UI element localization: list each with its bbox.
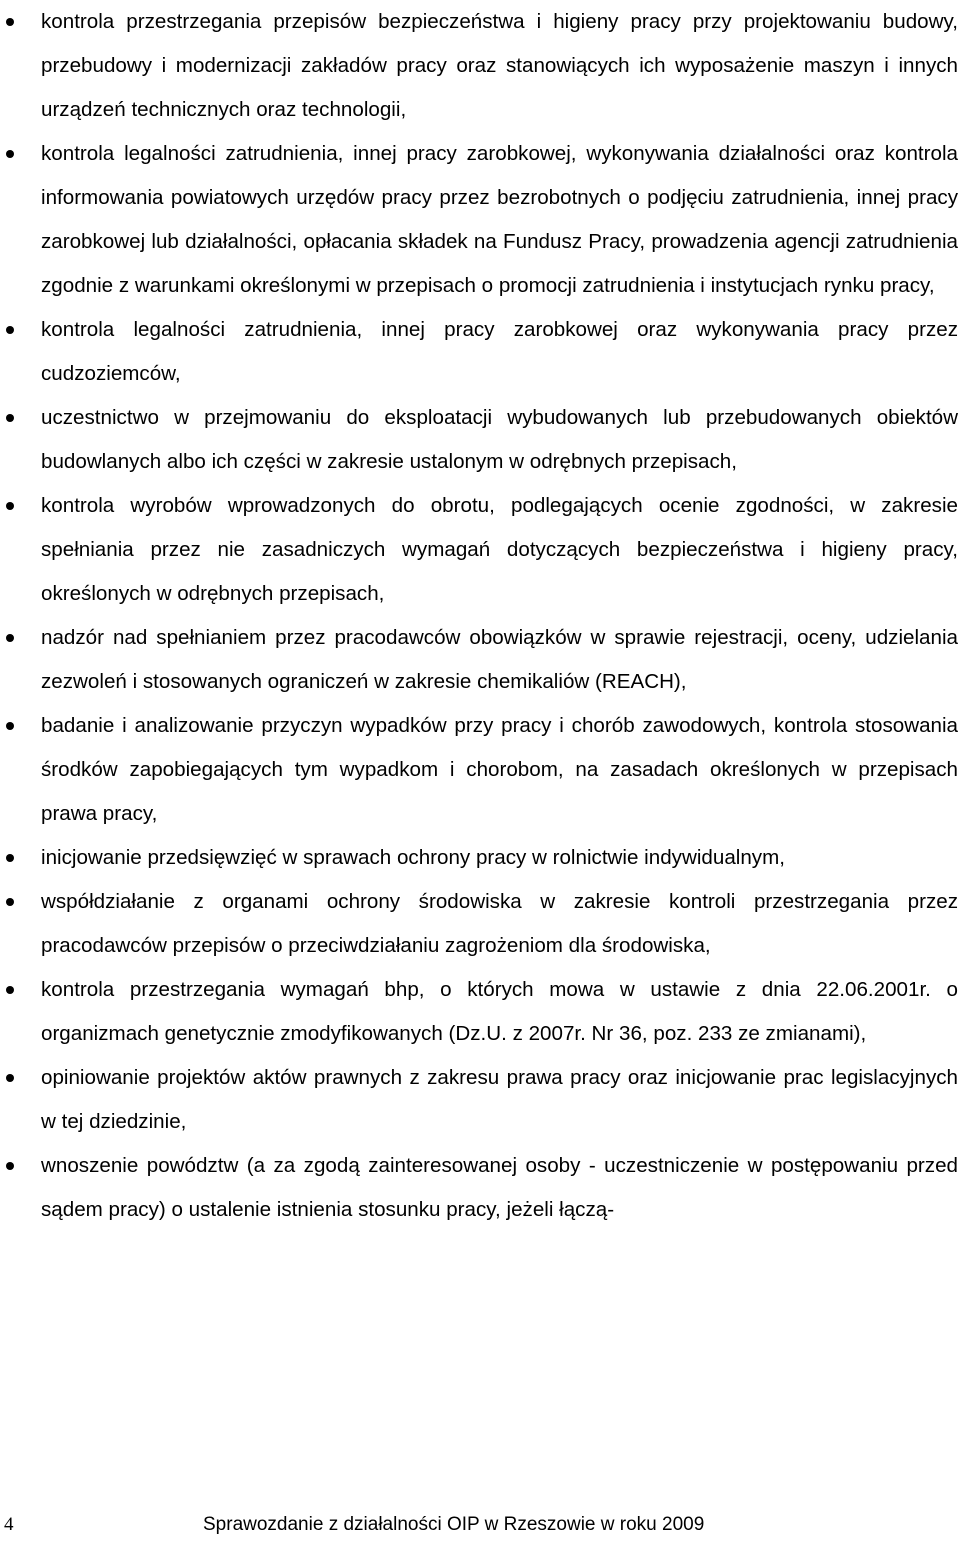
list-item-text: wnoszenie powództw (a za zgodą zainteresowanej osoby - uczestniczenie w postępowaniu przed sądem pracy) o ustalenie istnienia stosunku pracy, jeżeli łączą- (41, 1154, 958, 1221)
bullet-icon (6, 502, 14, 510)
bullet-icon (6, 326, 14, 334)
list-item (0, 396, 960, 484)
list-item (0, 1056, 960, 1144)
page-number: 4 (4, 1514, 14, 1535)
list-item (0, 704, 960, 836)
list-item (0, 968, 960, 1056)
list-item (0, 616, 960, 704)
bullet-icon (6, 18, 14, 26)
bullet-icon (6, 634, 14, 642)
list-item-text: uczestnictwo w przejmowaniu do eksploatacji wybudowanych lub przebudowanych obiektów budowlanych albo ich części w zakresie ustalonym w odrębnych przepisach, (41, 406, 958, 473)
list-item (0, 132, 960, 308)
list-item (0, 308, 960, 396)
bullet-icon (6, 854, 14, 862)
bullet-icon (6, 150, 14, 158)
bullet-icon (6, 986, 14, 994)
list-item-text: inicjowanie przedsięwzięć w sprawach ochrony pracy w rolnictwie indywidualnym, (41, 846, 785, 869)
footer-title: Sprawozdanie z działalności OIP w Rzeszowie w roku 2009 (203, 1514, 705, 1535)
list-item (0, 1144, 960, 1232)
list-item-text: kontrola legalności zatrudnienia, innej pracy zarobkowej, wykonywania działalności oraz kontrola informowania powiatowych urzędów pracy przez bezrobotnych o podjęciu zatrudnienia, innej pracy zarobkowej lub działalności, opłacania składek na Fundusz Pracy, prowadzenia agencji zatrudnienia zgodnie z warunkami określonymi w przepisach o promocji zatrudnienia i instytucjach rynku pracy, (41, 142, 958, 297)
list-item-text: kontrola przestrzegania wymagań bhp, o których mowa w ustawie z dnia 22.06.2001r. o organizmach genetycznie zmodyfikowanych (Dz.U. z 2007r. Nr 36, poz. 233 ze zmianami), (41, 978, 958, 1045)
list-item-text: nadzór nad spełnianiem przez pracodawców obowiązków w sprawie rejestracji, oceny, udzielania zezwoleń i stosowanych ograniczeń w zakresie chemikaliów (REACH), (41, 626, 958, 693)
list-item-text: badanie i analizowanie przyczyn wypadków przy pracy i chorób zawodowych, kontrola stosowania środków zapobiegających tym wypadkom i chorobom, na zasadach określonych w przepisach prawa pracy, (41, 714, 958, 825)
list-item-text: współdziałanie z organami ochrony środowiska w zakresie kontroli przestrzegania przez pracodawców przepisów o przeciwdziałaniu zagrożeniom dla środowiska, (41, 890, 958, 957)
list-item (0, 0, 960, 132)
bullet-icon (6, 898, 14, 906)
list-item-text: kontrola legalności zatrudnienia, innej pracy zarobkowej oraz wykonywania pracy przez cudzoziemców, (41, 318, 958, 385)
list-item (0, 484, 960, 616)
bullet-icon (6, 722, 14, 730)
list-item-text: kontrola wyrobów wprowadzonych do obrotu, podlegających ocenie zgodności, w zakresie spełniania przez nie zasadniczych wymagań dotyczących bezpieczeństwa i higieny pracy, określonych w odrębnych przepisach, (41, 494, 958, 605)
page-footer (0, 1512, 960, 1542)
list-item (0, 836, 960, 880)
list-item-text: opiniowanie projektów aktów prawnych z zakresu prawa pracy oraz inicjowanie prac legislacyjnych w tej dziedzinie, (41, 1066, 958, 1133)
bullet-icon (6, 1162, 14, 1170)
bullet-icon (6, 414, 14, 422)
list-item (0, 880, 960, 968)
bullet-icon (6, 1074, 14, 1082)
list-item-text: kontrola przestrzegania przepisów bezpieczeństwa i higieny pracy przy projektowaniu budowy, przebudowy i modernizacji zakładów pracy oraz stanowiących ich wyposażenie maszyn i innych urządzeń technicznych oraz technologii, (41, 10, 958, 121)
